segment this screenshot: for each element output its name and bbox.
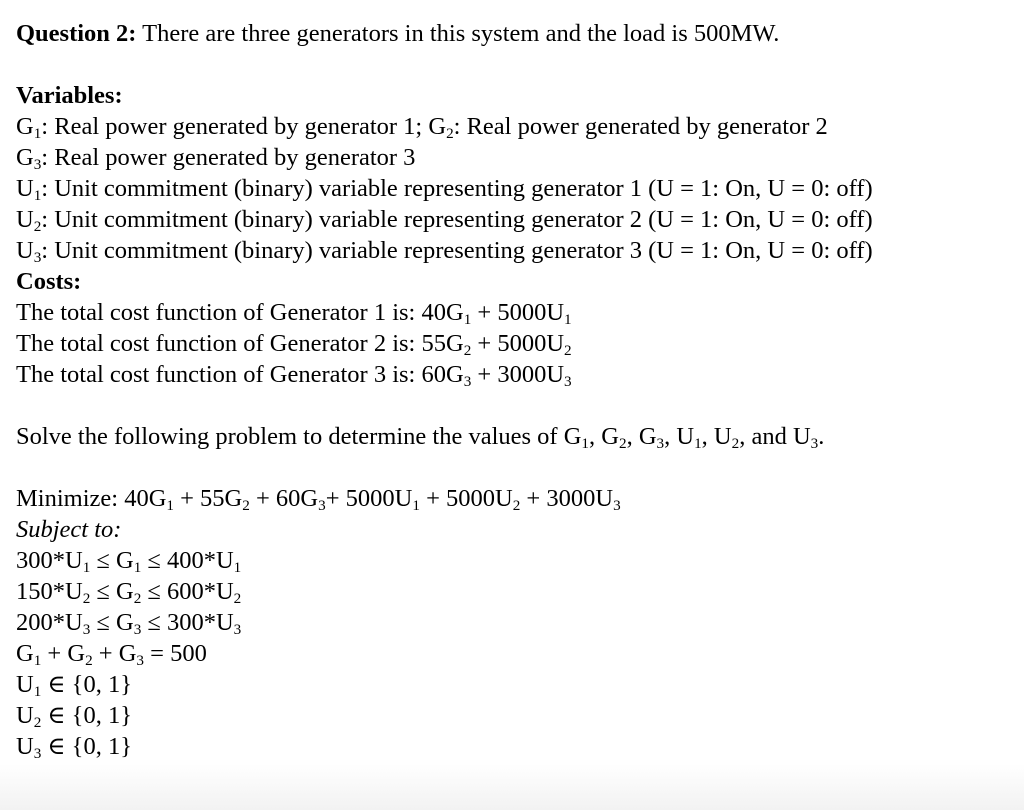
variable-line (16, 173, 1006, 204)
subscript: 3 (33, 744, 42, 762)
objective-line (16, 483, 1006, 514)
subscript: 2 (242, 496, 250, 514)
subscript: 3 (82, 620, 91, 638)
text-run: U (16, 237, 34, 264)
text-run: ∈ {0, 1} (41, 702, 132, 729)
text-run: , U (664, 423, 695, 450)
subscript: 1 (33, 186, 42, 204)
text-run: ≤ G (90, 578, 134, 605)
question-line (16, 18, 1006, 49)
subscript: 1 (33, 651, 42, 669)
text-run: G (16, 640, 34, 667)
subscript: 2 (564, 341, 572, 359)
variable-line (16, 142, 1006, 173)
subscript: 3 (564, 372, 572, 390)
subscript: 1 (581, 434, 590, 452)
subscript: 2 (33, 713, 42, 731)
text-run: U (16, 175, 34, 202)
variable-line (16, 111, 1006, 142)
text-run: + 5000U (419, 485, 513, 512)
text-run: : Real power generated by generator 3 (41, 144, 416, 171)
text-run: : Unit commitment (binary) variable representing generator 3 (U = 1: On, U = 0: off) (41, 237, 873, 264)
text-run: : Unit commitment (binary) variable representing generator 2 (U = 1: On, U = 0: off) (41, 206, 873, 233)
constraint-line (16, 700, 1006, 731)
subscript: 3 (33, 155, 42, 173)
text-run: = 500 (144, 640, 207, 667)
cost-line (16, 359, 1006, 390)
text-run: Solve the following problem to determine the values of G (16, 423, 582, 450)
costs-heading: Costs: (16, 268, 82, 295)
cost-line (16, 297, 1006, 328)
subscript: 2 (618, 434, 627, 452)
constraint-line (16, 638, 1006, 669)
text-run: ≤ G (90, 609, 134, 636)
subscript: 2 (512, 496, 521, 514)
text-run: ≤ G (90, 547, 134, 574)
variable-line (16, 235, 1006, 266)
text-run: ≤ 300*U (141, 609, 234, 636)
constraint-line (16, 607, 1006, 638)
subscript: 3 (318, 496, 326, 514)
subscript: 1 (33, 124, 42, 142)
text-run: 300*U (16, 547, 83, 574)
text-run: ≤ 600*U (141, 578, 234, 605)
subscript: 3 (133, 620, 142, 638)
text-run: + G (41, 640, 86, 667)
text-run: U (16, 702, 34, 729)
subscript: 1 (133, 558, 142, 576)
subscript: 3 (233, 620, 242, 638)
bottom-fade (0, 764, 1024, 810)
subscript: 1 (33, 682, 42, 700)
text-run: : Real power generated by generator 2 (453, 113, 828, 140)
text-run: U (16, 671, 34, 698)
text-run: + G (92, 640, 137, 667)
text-run: ∈ {0, 1} (41, 733, 132, 760)
subscript: 2 (446, 124, 454, 142)
text-run: Minimize: 40G (16, 485, 167, 512)
text-run: , G (589, 423, 619, 450)
question-text: There are three generators in this system and the load is 500MW. (136, 20, 780, 47)
spacer (16, 452, 1006, 483)
question-label: Question 2: (16, 20, 137, 47)
subscript: 2 (33, 217, 42, 235)
subscript: 2 (233, 589, 242, 607)
constraint-line (16, 669, 1006, 700)
subscript: 1 (82, 558, 91, 576)
text-run: G (16, 113, 34, 140)
text-run: : Real power generated by generator 1; G (41, 113, 447, 140)
variables-heading: Variables: (16, 82, 123, 109)
text-run: 200*U (16, 609, 83, 636)
subscript: 3 (656, 434, 665, 452)
text-run: U (16, 206, 34, 233)
text-run: , G (626, 423, 657, 450)
document-page (16, 18, 1006, 762)
subscript: 2 (85, 651, 93, 669)
subscript: 3 (810, 434, 819, 452)
spacer (16, 49, 1006, 80)
spacer (16, 390, 1006, 421)
subscript: 1 (412, 496, 420, 514)
text-run: + 5000U (325, 485, 413, 512)
text-run: + 55G (173, 485, 243, 512)
subscript: 1 (564, 310, 572, 328)
instruction-line (16, 421, 1006, 452)
text-run: ∈ {0, 1} (41, 671, 132, 698)
text-run: G (16, 144, 34, 171)
cost-line (16, 328, 1006, 359)
text-run: , U (701, 423, 732, 450)
subject-to-label: Subject to: (16, 516, 122, 543)
subscript: 2 (82, 589, 91, 607)
text-run: , and U (739, 423, 811, 450)
text-run: . (818, 423, 825, 450)
text-run: 150*U (16, 578, 83, 605)
subscript: 3 (33, 248, 42, 266)
constraint-line (16, 731, 1006, 762)
variable-line (16, 204, 1006, 235)
text-run: ≤ 400*U (141, 547, 234, 574)
text-run: + 3000U (520, 485, 614, 512)
subscript: 2 (463, 341, 472, 359)
text-run: The total cost function of Generator 3 is: 60G (16, 361, 464, 388)
constraint-line (16, 576, 1006, 607)
subscript: 2 (133, 589, 142, 607)
subscript: 1 (463, 310, 472, 328)
text-run: U (16, 733, 34, 760)
text-run: + 5000U (471, 330, 565, 357)
subscript: 1 (694, 434, 702, 452)
text-run: : Unit commitment (binary) variable representing generator 1 (U = 1: On, U = 0: off) (41, 175, 873, 202)
constraint-line (16, 545, 1006, 576)
subscript: 3 (136, 651, 145, 669)
text-run: + 5000U (471, 299, 565, 326)
subscript: 2 (731, 434, 740, 452)
text-run: + 3000U (471, 361, 565, 388)
subscript: 1 (166, 496, 174, 514)
text-run: The total cost function of Generator 1 is: 40G (16, 299, 464, 326)
subscript: 1 (233, 558, 242, 576)
text-run: The total cost function of Generator 2 is: 55G (16, 330, 464, 357)
text-run: + 60G (249, 485, 319, 512)
subscript: 3 (613, 496, 621, 514)
subscript: 3 (463, 372, 472, 390)
